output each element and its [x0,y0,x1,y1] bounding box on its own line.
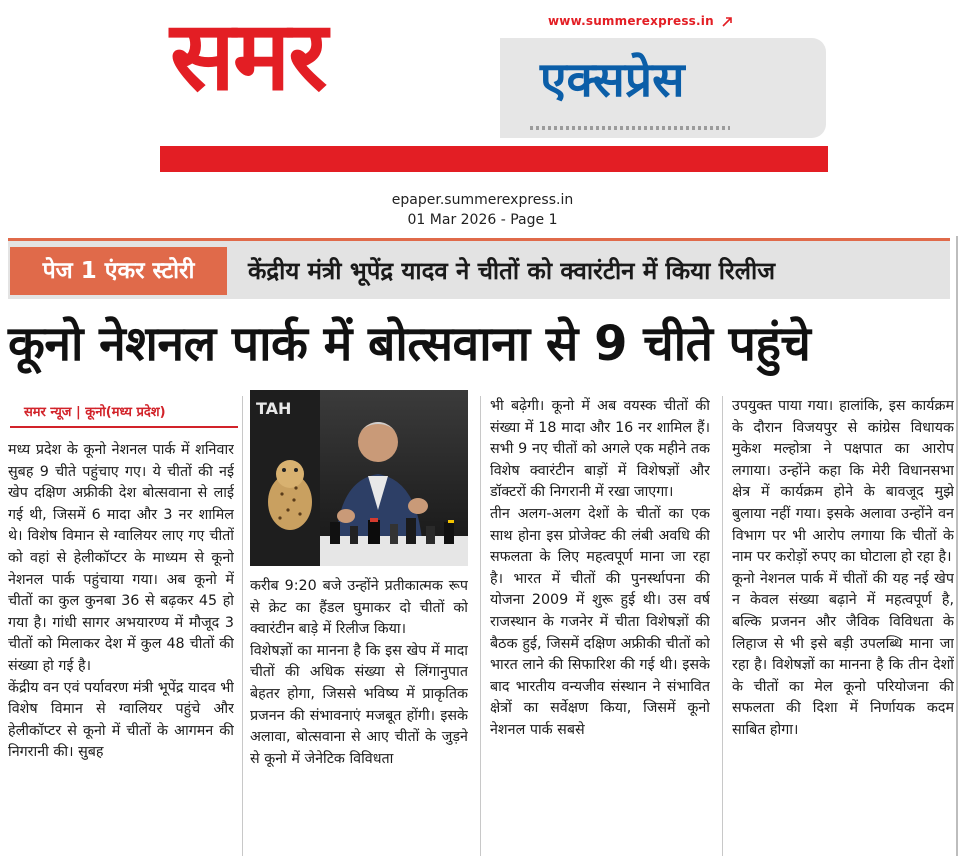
article-paragraph: करीब 9:20 बजे उन्होंने प्रतीकात्मक रूप से क्रेट का हैंडल घुमाकर दो चीतों को क्वारंटीन बाड़े में रिलीज किया। [250,578,468,638]
masthead-url-text: www.summerexpress.in [548,14,714,28]
masthead-title: समर [170,0,326,112]
byline-underline [10,426,238,428]
edition-info [0,190,965,230]
strap-tag: पेज 1 एंकर स्टोरी [42,258,195,284]
minister-photo-illustration [250,390,468,566]
masthead-red-bar [160,146,828,172]
edition-date-page: 01 Mar 2026 - Page 1 [407,212,558,228]
cursor-arrow-icon [722,17,732,27]
article-paragraph: विशेषज्ञों का मानना है कि इस खेप में मादा चीतों की अधिक संख्या से लिंगानुपात बेहतर होगा, जिससे भविष्य में प्राकृतिक प्रजनन की संभावनाएं मजबूत होंगी। इसके अलावा, बोत्सवाना से आए चीतों के जुड़ने से कूनो में जेनेटिक विविधता [250,642,468,767]
masthead-dotted-line [530,126,730,130]
masthead-url[interactable] [548,14,732,28]
byline: समर न्यूज | कूनो(मध्य प्रदेश) [24,405,166,420]
strap-kicker: केंद्रीय मंत्री भूपेंद्र यादव ने चीतों को क्वारंटीन में किया रिलीज [248,257,776,285]
article-column-1 [8,440,234,855]
article-paragraph: भी बढ़ेगी। कूनो में अब वयस्क चीतों की संख्या में 18 मादा और 16 नर शामिल हैं। सभी 9 नए चीतों को अगले एक महीने तक विशेष क्वारंटीन बाड़ों में विशेषज्ञों और डॉक्टरों की निगरानी में रखा जाएगा। [490,398,710,501]
column-rule [722,396,723,856]
article-paragraph: कूनो नेशनल पार्क में चीतों की यह नई खेप न केवल संख्या बढ़ाने में महत्वपूर्ण है, बल्कि प्रजनन और जैविक विविधता के लिहाज से भी इसे बड़ी उपलब्धि माना जा रहा है। विशेषज्ञों का मानना है कि तीन देशों के चीतों का मेल कूनो परियोजना की सफलता की दिशा में निर्णायक कदम साबित होगा। [732,570,954,738]
column-rule [480,396,481,856]
main-headline: कूनो नेशनल पार्क में बोत्सवाना से 9 चीते पहुंचे [8,316,811,372]
edition-site[interactable]: epaper.summerexpress.in [391,192,574,208]
article-column-3 [490,396,710,856]
page-right-border [956,236,958,856]
article-paragraph: तीन अलग-अलग देशों के चीतों का एक साथ होना इस प्रोजेक्ट की लंबी अवधि की सफलता के लिए महत्वपूर्ण माना जा रहा है। भारत में चीतों की पुनर्स्थापना की योजना 2009 में शुरू हुई थी। उस वर्ष राजस्थान के गजनेर में चीता विशेषज्ञों की बैठक हुई, जिसमें दक्षिण अफ्रीकी चीतों को भारत लाने की सिफारिश की गई थी। इसके बाद भारतीय वन्यजीव संस्थान ने संभावित क्षेत्रों का सर्वेक्षण किया, जिसमें कूनो नेशनल पार्क सबसे [490,505,710,738]
article-column-4 [732,396,954,856]
article-paragraph: केंद्रीय वन एवं पर्यावरण मंत्री भूपेंद्र यादव भी विशेष विमान से ग्वालियर पहुंचे और हेलीकॉप्टर से कूनो में चीतों के आगमन की निगरानी की। सुबह [8,679,234,761]
photo-backdrop-text: TAH [256,399,292,418]
article-paragraph: मध्य प्रदेश के कूनो नेशनल पार्क में शनिवार सुबह 9 चीते पहुंचाए गए। ये चीतों की नई खेप दक्षिण अफ्रीकी देश बोत्सवाना से लाई गई थी, जिसमें 6 मादा और 3 नर शामिल थे। विशेष विमान से ग्वालियर लाए गए चीतों को वहां से हेलीकॉप्टर के माध्यम से कूनो नेशनल पार्क पहुंचाया गया। अब कूनो में चीतों का कुल कुनबा 36 से बढ़कर 45 हो गया है। गांधी सागर अभयारण्य में मौजूद 3 चीतों को मिलाकर देश में कुल 48 चीतों की संख्या हो गई है। [8,442,234,674]
article-paragraph: उपयुक्त पाया गया। हालांकि, इस कार्यक्रम के दौरान विजयपुर से कांग्रेस विधायक मुकेश मल्होत्रा ने पक्षपात का आरोप लगाया। उन्होंने कहा कि मेरी विधानसभा क्षेत्र में कार्यक्रम होने के बावजूद मुझे बुलाया नहीं गया। इसके अलावा उन्होंने वन विभाग पर भी आरोप लगाया कि चीतों के नाम पर करोड़ों रुपए का घोटाला हो रहा है। [732,398,954,566]
news-photo [250,390,468,566]
article-column-2 [250,576,468,856]
column-rule [242,396,243,856]
masthead-subtitle: एक्सप्रेस [540,52,685,108]
